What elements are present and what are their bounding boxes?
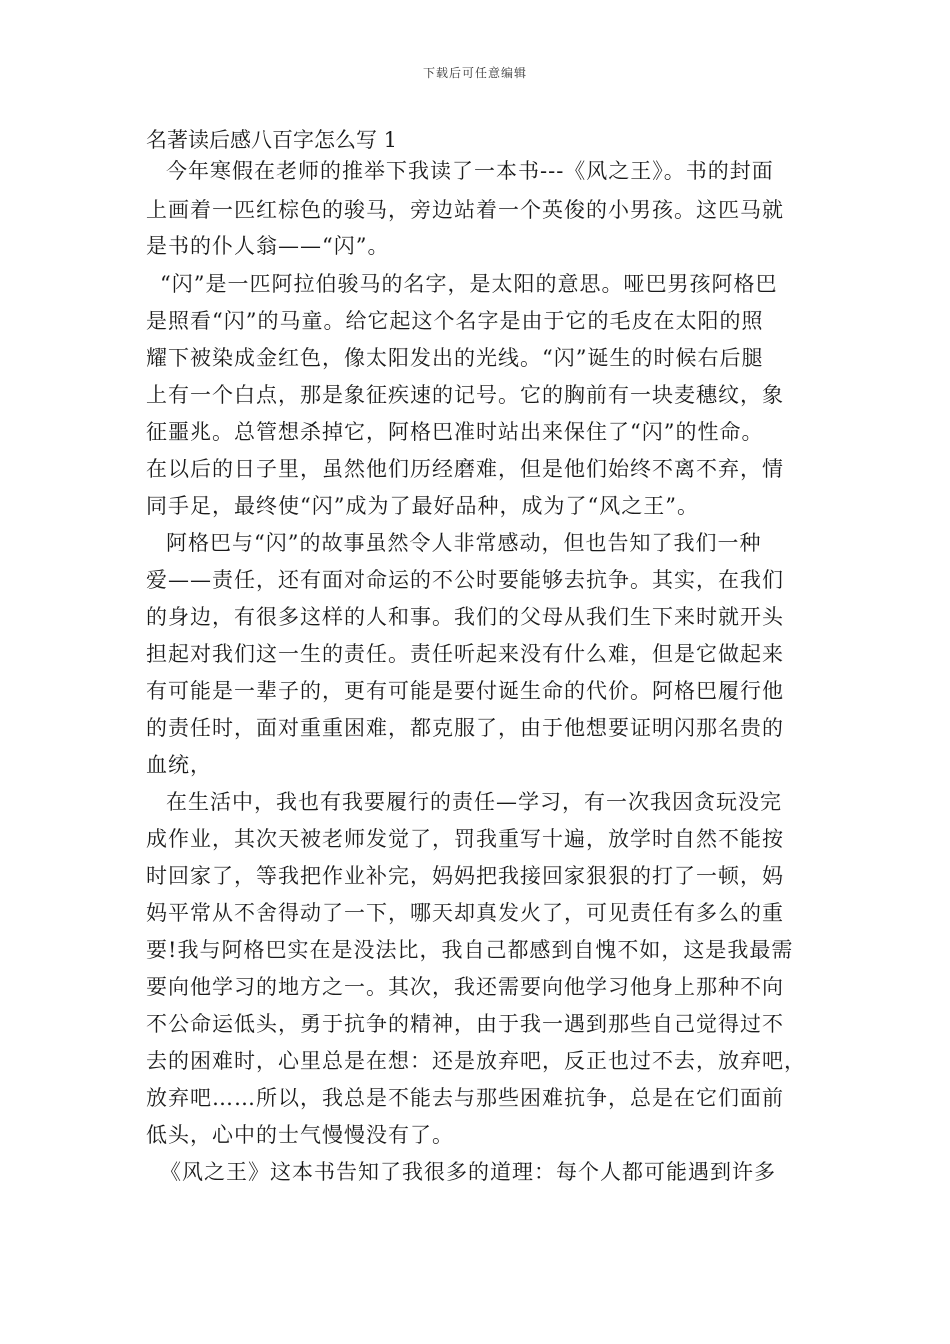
- text-line: 有可能是一辈子的，更有可能是要付诞生命的代价。阿格巴履行他: [146, 679, 784, 703]
- text-line: 爱——责任，还有面对命运的不公时要能够去抗争。其实，在我们: [146, 568, 784, 592]
- text-line: 今年寒假在老师的推举下我读了一本书---《风之王》。书的封面: [166, 159, 774, 183]
- text-line: 《风之王》这本书告知了我很多的道理：每个人都可能遇到许多: [160, 1160, 776, 1184]
- text-line: 在以后的日子里，虽然他们历经磨难，但是他们始终不离不弃，情: [146, 457, 784, 481]
- text-line: 同手足，最终使“闪”成为了最好品种，成为了“风之王”。: [146, 494, 699, 518]
- text-line: 是书的仆人翁——“闪”。: [146, 234, 390, 258]
- text-line: 要!我与阿格巴实在是没法比，我自己都感到自愧不如，这是我最需: [146, 938, 794, 962]
- text-line: 的责任时，面对重重困难，都克服了，由于他想要证明闪那名贵的: [146, 716, 784, 740]
- text-line: 去的困难时，心里总是在想：还是放弃吧，反正也过不去，放弃吧，: [146, 1049, 806, 1073]
- text-line: 征噩兆。总管想杀掉它，阿格巴准时站出来保住了“闪”的性命。: [146, 420, 764, 444]
- text-line: 上画着一匹红棕色的骏马，旁边站着一个英俊的小男孩。这匹马就: [146, 198, 784, 222]
- page-header: 下载后可任意编辑: [422, 66, 527, 80]
- text-line: 妈平常从不舍得动了一下，哪天却真发火了，可见责任有多么的重: [146, 901, 784, 925]
- text-line: 低头，心中的士气慢慢没有了。: [146, 1123, 454, 1147]
- text-line: 时回家了，等我把作业补完，妈妈把我接回家狠狠的打了一顿，妈: [146, 864, 784, 888]
- text-line: 上有一个白点，那是象征疾速的记号。它的胸前有一块麦穗纹，象: [146, 383, 784, 407]
- text-line: 耀下被染成金红色，像太阳发出的光线。“闪”诞生的时候右后腿: [146, 346, 764, 370]
- text-line: 血统，: [146, 753, 212, 777]
- document-title: 名著读后感八百字怎么写 1: [146, 128, 398, 152]
- text-line: “闪”是一匹阿拉伯骏马的名字，是太阳的意思。哑巴男孩阿格巴: [160, 272, 778, 296]
- text-line: 不公命运低头，勇于抗争的精神，由于我一遇到那些自己觉得过不: [146, 1012, 784, 1036]
- text-line: 是照看“闪”的马童。给它起这个名字是由于它的毛皮在太阳的照: [146, 309, 764, 333]
- text-line: 要向他学习的地方之一。其次，我还需要向他学习他身上那种不向: [146, 975, 784, 999]
- text-line: 成作业，其次天被老师发觉了，罚我重写十遍，放学时自然不能按: [146, 827, 784, 851]
- text-line: 阿格巴与“闪”的故事虽然令人非常感动，但也告知了我们一种: [166, 531, 762, 555]
- text-line: 放弃吧……所以，我总是不能去与那些困难抗争，总是在它们面前: [146, 1086, 784, 1110]
- text-line: 担起对我们这一生的责任。责任听起来没有什么难，但是它做起来: [146, 642, 784, 666]
- text-line: 的身边，有很多这样的人和事。我们的父母从我们生下来时就开头: [146, 605, 784, 629]
- text-line: 在生活中，我也有我要履行的责任—学习，有一次我因贪玩没完: [166, 790, 782, 814]
